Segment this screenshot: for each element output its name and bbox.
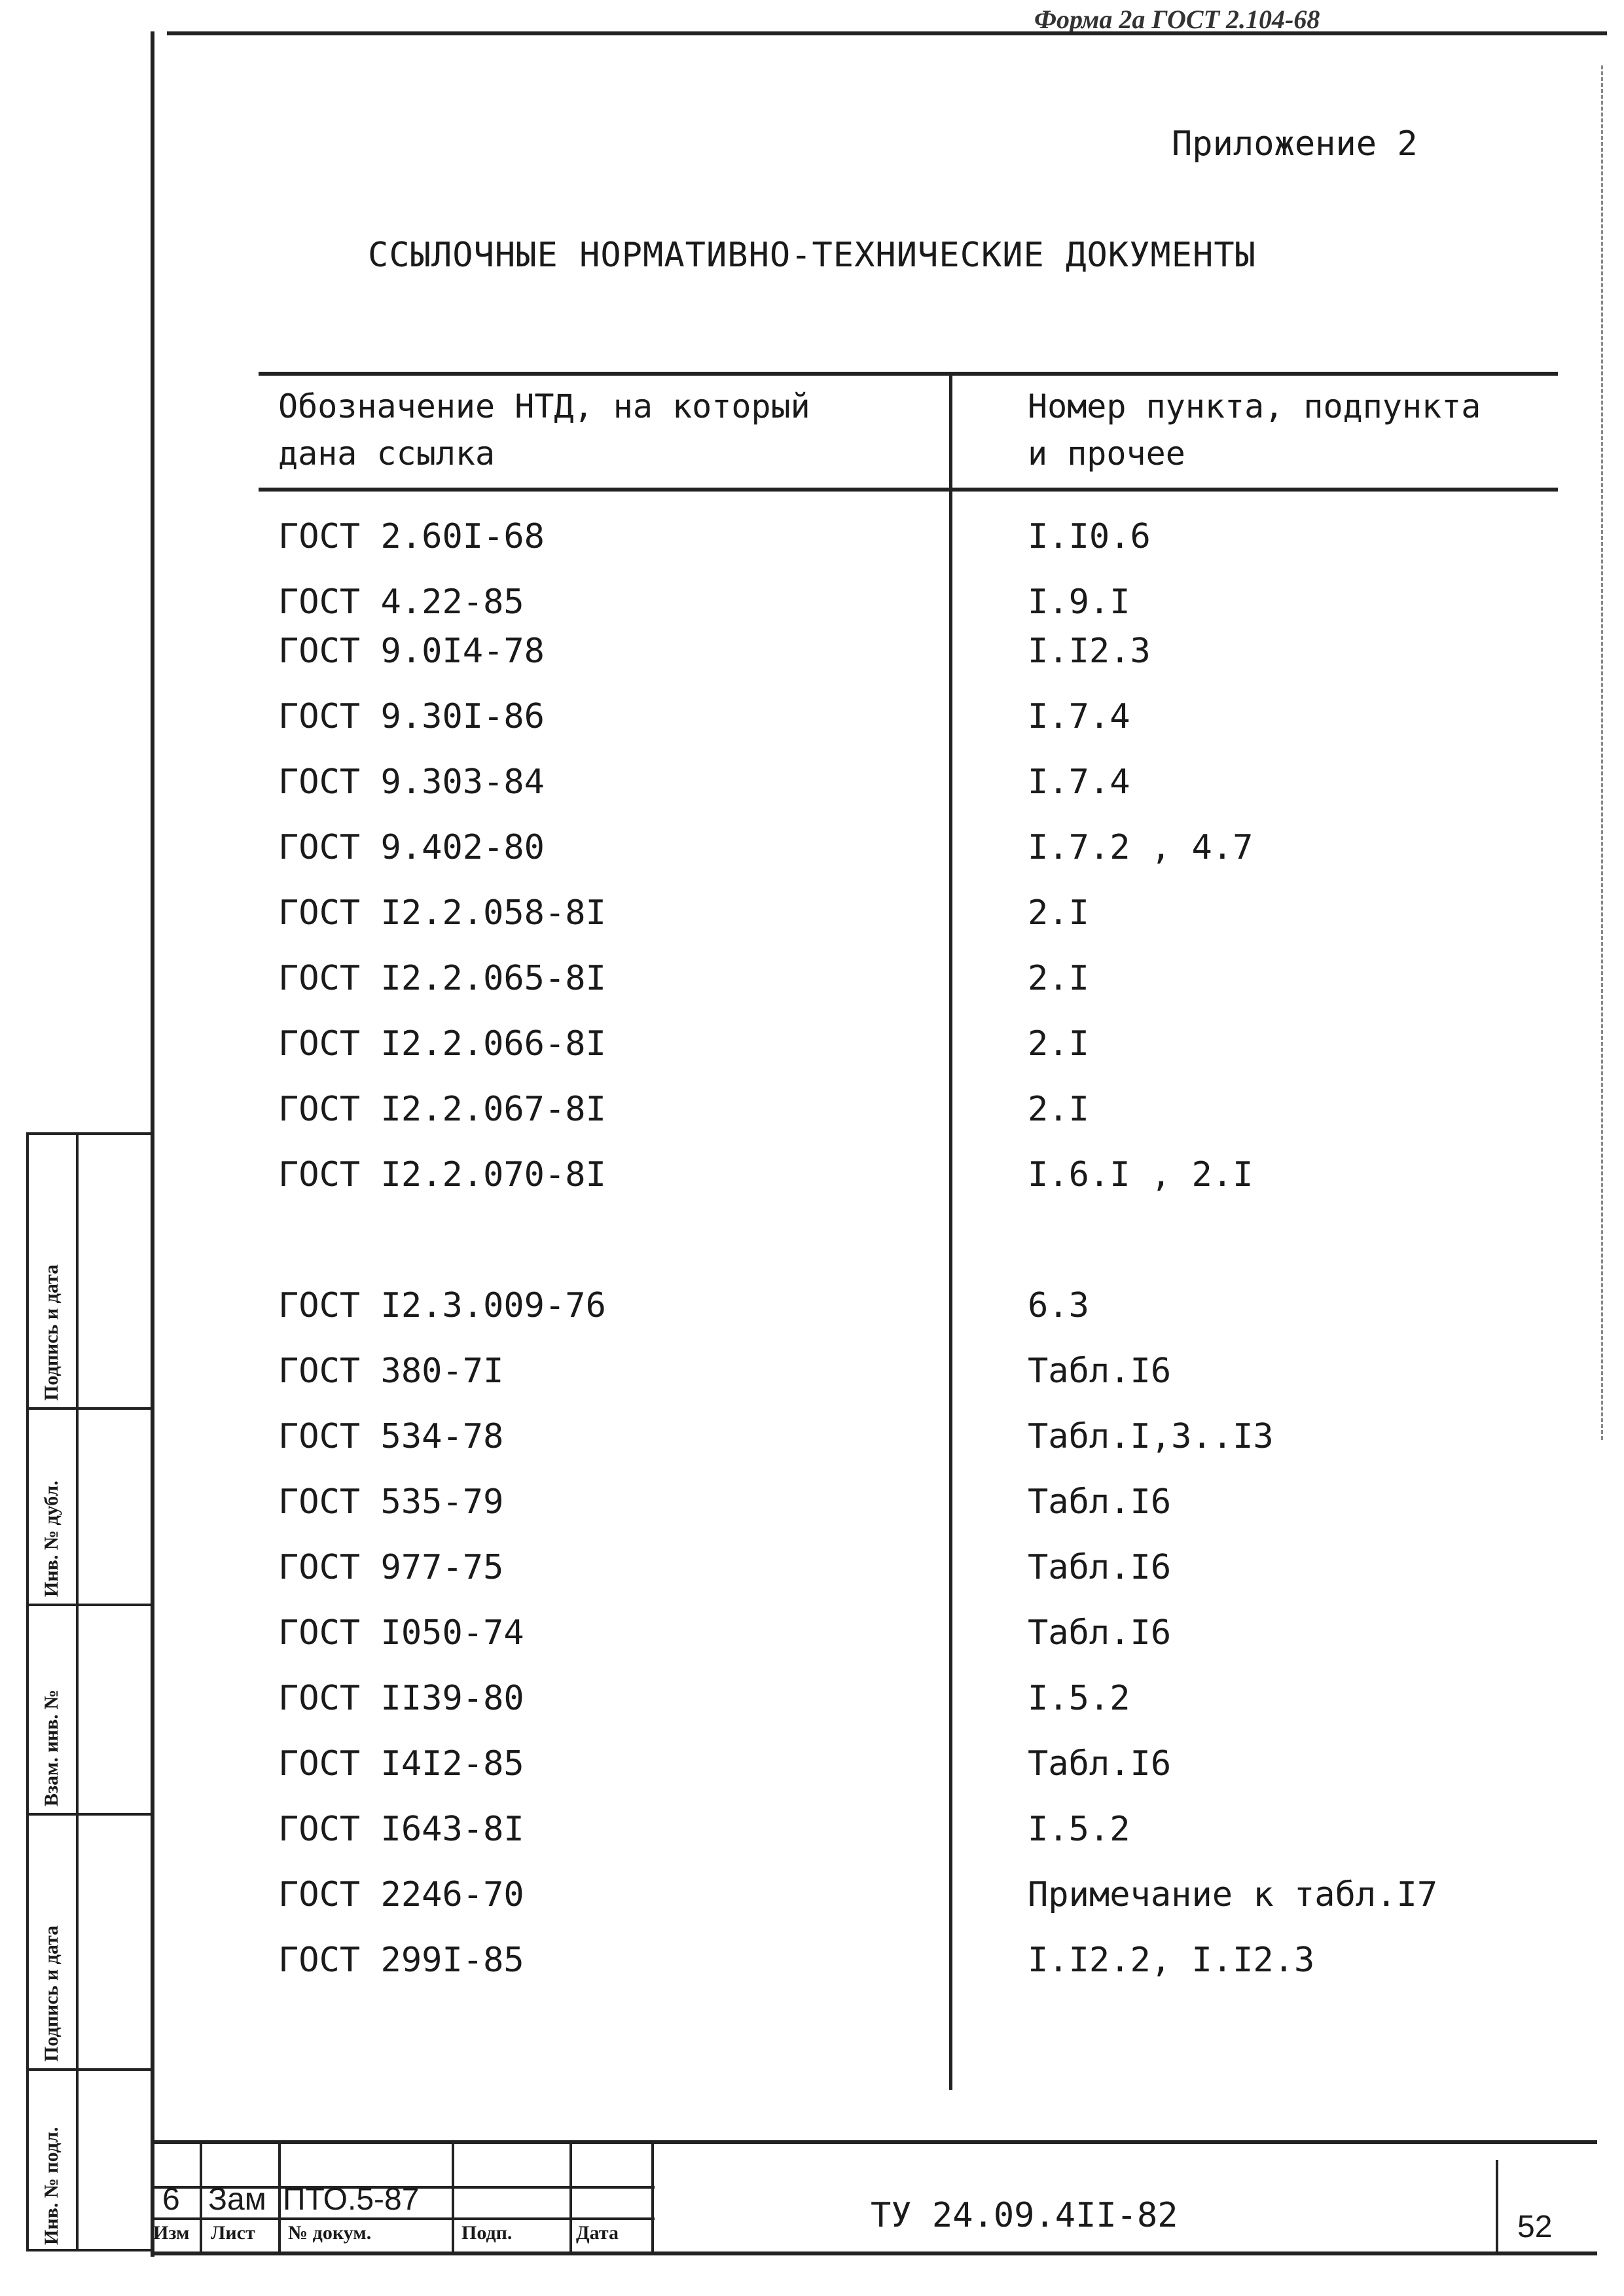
side-field-inner [76,1132,153,2251]
stamp-col-divider [200,2140,202,2251]
stamp-col-divider [278,2140,281,2251]
side-label-signature-date: Подпись и дата [41,1925,62,2062]
frame-top-border [167,31,1607,35]
clause-reference: Табл.I6 [1028,1744,1172,1784]
document-designation: ГОСТ 535-79 [278,1482,504,1522]
document-designation: ГОСТ 9.0I4-78 [278,632,545,671]
document-designation: ГОСТ 9.303-84 [278,762,545,802]
column-header-line: и прочее [1028,435,1185,473]
clause-reference: I.5.2 [1028,1810,1130,1849]
document-designation: ГОСТ I2.3.009-76 [278,1286,606,1325]
document-designation: ГОСТ 299I-85 [278,1941,524,1980]
stamp-sheet-number: 52 [1517,2210,1553,2244]
document-designation: ГОСТ 2.60I-68 [278,517,545,556]
clause-reference: I.7.4 [1028,762,1130,802]
appendix-label: Приложение 2 [1172,124,1418,164]
clause-reference: Примечание к табл.I7 [1028,1875,1438,1914]
document-designation: ГОСТ I2.2.070-8I [278,1155,606,1194]
clause-reference: Табл.I,3..I3 [1028,1417,1274,1456]
document-designation: ГОСТ 9.402-80 [278,828,545,867]
document-designation: ГОСТ 534-78 [278,1417,504,1456]
stamp-top-rule [151,2140,1597,2144]
document-designation: ГОСТ 2246-70 [278,1875,524,1914]
side-label-signature-date: Подпись и дата [41,1264,62,1401]
clause-reference: I.I0.6 [1028,517,1151,556]
clause-reference: 2.I [1028,893,1089,933]
side-divider [26,1813,153,1816]
document-designation: ГОСТ I050-74 [278,1613,524,1653]
clause-reference: I.5.2 [1028,1679,1130,1718]
stamp-bottom-rule [151,2251,1597,2255]
stamp-head-change: Изм [153,2222,190,2244]
clause-reference: I.I2.2, I.I2.3 [1028,1941,1315,1980]
clause-reference: 2.I [1028,1024,1089,1064]
clause-reference: I.9.I [1028,583,1130,622]
table-column-divider [949,372,952,2090]
document-designation: ГОСТ I2.2.058-8I [278,893,606,933]
stamp-change-no: 6 [162,2182,180,2217]
form-reference: Форма 2а ГОСТ 2.104-68 [1034,5,1320,34]
clause-reference: I.7.2 , 4.7 [1028,828,1254,867]
document-designation: ГОСТ I643-8I [278,1810,524,1849]
stamp-col-divider [452,2140,454,2251]
clause-reference: Табл.I6 [1028,1613,1172,1653]
side-divider [26,2068,153,2071]
stamp-col-divider [569,2140,572,2251]
clause-reference: I.6.I , 2.I [1028,1155,1254,1194]
table-top-rule [259,372,1558,376]
column-header-line: Обозначение НТД, на который [278,387,810,425]
document-designation: ГОСТ 9.30I-86 [278,697,545,736]
clause-reference: 6.3 [1028,1286,1089,1325]
stamp-change-type: Зам [208,2182,266,2217]
side-label-original-inv: Инв. № подл. [41,2126,62,2245]
stamp-head-date: Дата [576,2222,619,2244]
column-header-document [278,383,810,477]
column-header-clause [1028,383,1481,477]
document-designation: ГОСТ 977-75 [278,1548,504,1587]
clause-reference: Табл.I6 [1028,1548,1172,1587]
side-divider [26,1604,153,1606]
clause-reference: 2.I [1028,959,1089,998]
table-header-rule [259,488,1558,492]
clause-reference: I.I2.3 [1028,632,1151,671]
stamp-low-rule [151,2217,655,2220]
stamp-head-doc: № докум. [288,2222,372,2244]
stamp-designation: ТУ 24.09.4II-82 [871,2196,1178,2235]
column-header-line: дана ссылка [278,435,496,473]
document-designation: ГОСТ I2.2.065-8I [278,959,606,998]
document-designation: ГОСТ I4I2-85 [278,1744,524,1784]
side-divider [26,1407,153,1410]
document-designation: ГОСТ I2.2.066-8I [278,1024,606,1064]
clause-reference: I.7.4 [1028,697,1130,736]
clause-reference: Табл.I6 [1028,1482,1172,1522]
stamp-doc-no: ПТО.5-87 [283,2182,420,2217]
clause-reference: Табл.I6 [1028,1352,1172,1391]
document-designation: ГОСТ II39-80 [278,1679,524,1718]
document-designation: ГОСТ I2.2.067-8I [278,1090,606,1129]
stamp-sheet-divider [1496,2160,1498,2251]
stamp-col-divider [651,2140,654,2251]
stamp-head-sheet: Лист [211,2222,255,2244]
column-header-line: Номер пункта, подпункта [1028,387,1481,425]
side-label-replacement-inv: Взам. инв. № [41,1689,62,1806]
page-title: ССЫЛОЧНЫЕ НОРМАТИВНО-ТЕХНИЧЕСКИЕ ДОКУМЕНТЫ [368,236,1256,275]
stamp-head-signature: Подп. [461,2222,513,2244]
clause-reference: 2.I [1028,1090,1089,1129]
document-designation: ГОСТ 380-7I [278,1352,504,1391]
document-designation: ГОСТ 4.22-85 [278,583,524,622]
side-label-duplicate-inv: Инв. № дубл. [41,1480,62,1597]
